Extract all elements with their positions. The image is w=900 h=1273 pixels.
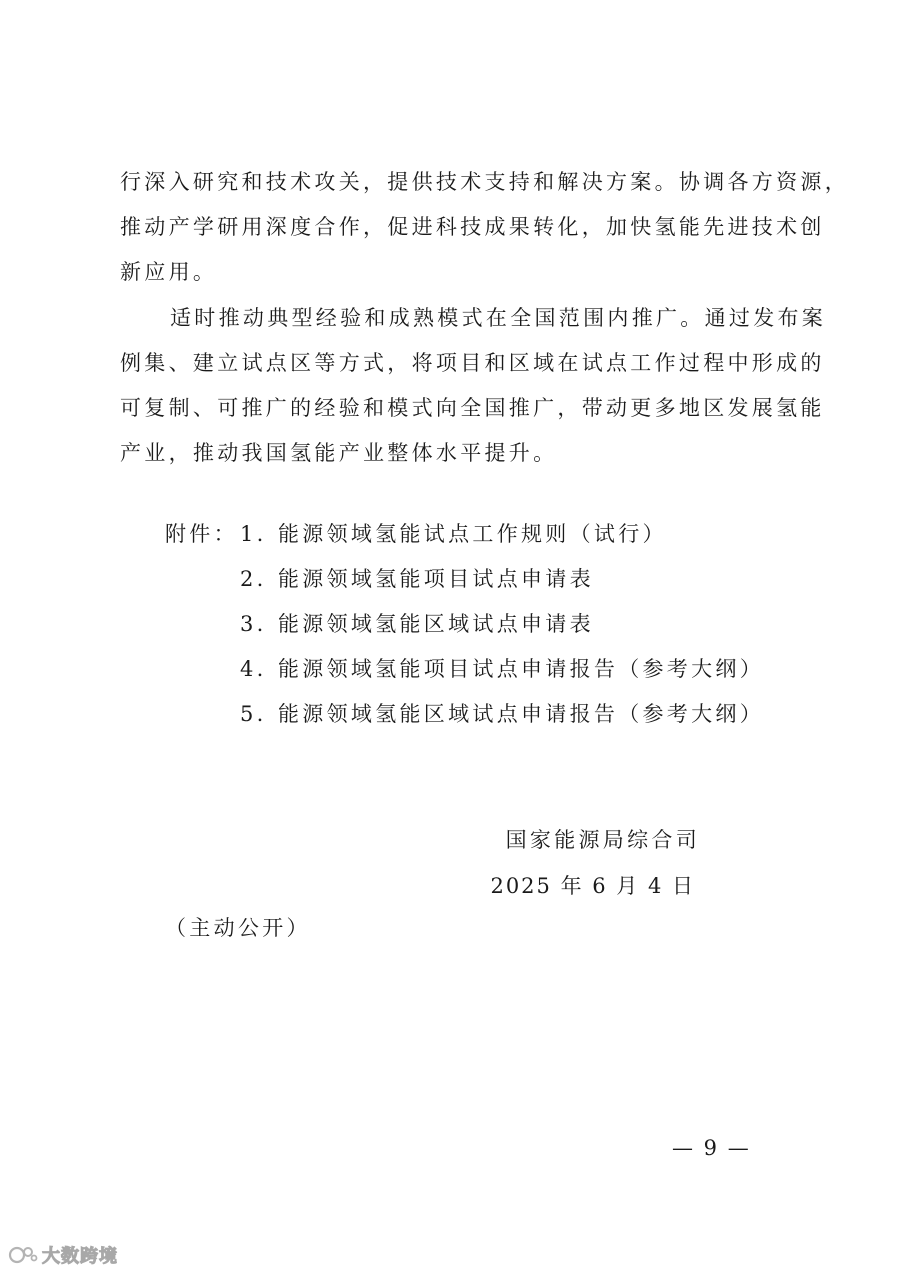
paragraph-1 — [120, 160, 849, 295]
attachment-number: 5. — [240, 702, 267, 726]
attachment-item — [240, 692, 764, 737]
watermark-text: 大数跨境 — [42, 1246, 118, 1267]
attachment-item — [240, 647, 764, 692]
attachment-title: 能源领域氢能区域试点申请报告（参考大纲） — [278, 702, 764, 726]
attachment-title: 能源领域氢能区域试点申请表 — [278, 612, 594, 636]
paragraph-line: 行深入研究和技术攻关，提供技术支持和解决方案。协调各方资源， — [120, 170, 849, 194]
attachment-title: 能源领域氢能项目试点申请报告（参考大纲） — [278, 657, 764, 681]
attachments-list — [240, 512, 764, 737]
watermark-logo-icon — [8, 1244, 38, 1266]
paragraph-line: 推动产学研用深度合作，促进科技成果转化，加快氢能先进技术创 — [120, 215, 825, 239]
attachment-number: 3. — [240, 612, 267, 636]
page-number: — 9 — — [672, 1136, 751, 1160]
paragraph-line: 产业，推动我国氢能产业整体水平提升。 — [120, 441, 558, 465]
attachment-number: 4. — [240, 657, 267, 681]
paragraph-line: 新应用。 — [120, 260, 218, 284]
attachment-number: 2. — [240, 567, 267, 591]
attachment-item — [240, 602, 764, 647]
disclosure-note: （主动公开） — [165, 916, 311, 940]
attachment-title: 能源领域氢能项目试点申请表 — [278, 567, 594, 591]
paragraph-2 — [120, 296, 827, 476]
watermark — [8, 1241, 118, 1269]
attachment-title: 能源领域氢能试点工作规则（试行） — [278, 522, 667, 546]
attachment-item — [240, 512, 764, 557]
paragraph-line: 可复制、可推广的经验和模式向全国推广，带动更多地区发展氢能 — [120, 396, 825, 420]
attachment-number: 1. — [240, 522, 267, 546]
attachment-item — [240, 557, 764, 602]
attachments-label: 附件： — [165, 522, 238, 546]
issuer-name: 国家能源局综合司 — [505, 828, 700, 852]
issue-date: 2025 年 6 月 4 日 — [490, 874, 695, 898]
paragraph-line: 例集、建立试点区等方式，将项目和区域在试点工作过程中形成的 — [120, 351, 825, 375]
paragraph-line: 适时推动典型经验和成熟模式在全国范围内推广。通过发布案 — [170, 306, 827, 330]
